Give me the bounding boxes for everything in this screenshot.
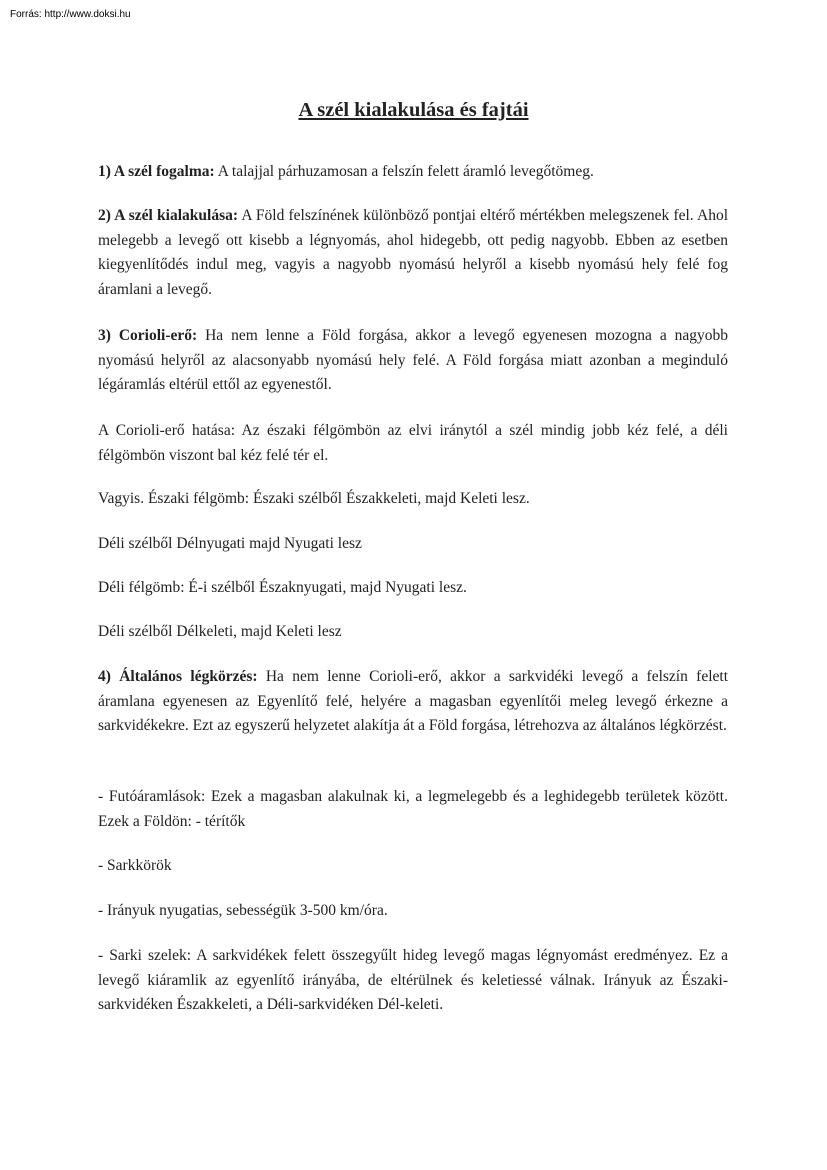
section-heading: 2) A szél kialakulása: bbox=[98, 207, 239, 224]
paragraph-northern-hemisphere: Vagyis. Északi félgömb: Északi szélből Északkeleti, majd Keleti lesz. bbox=[98, 490, 530, 507]
paragraph-wind-formation bbox=[98, 204, 728, 302]
paragraph-polar-circles: - Sarkkörök bbox=[98, 857, 172, 874]
page-title: A szél kialakulása és fajtái bbox=[298, 99, 529, 121]
section-text: Ha nem lenne a Föld forgása, akkor a levegő egyenesen mozogna a nagyobb nyomású helyről az alacsonyabb nyomású hely felé. A Föld forgása miatt azonban a meginduló légáramlás eltérül ettől az egyenestől. bbox=[98, 327, 728, 394]
source-label: Forrás: http://www.doksi.hu bbox=[10, 9, 131, 20]
paragraph-southern-wind-2: Déli szélből Délkeleti, majd Keleti lesz bbox=[98, 623, 342, 640]
section-text: Ha nem lenne Corioli-erő, akkor a sarkvidéki levegő a felszín felett áramlana egyenesen az Egyenlítő felé, helyére a magasban egyenlítői meleg levegő érkezne a sarkvidékekre. Ezt az egyszerű helyzetet alakítja át a Föld forgása, létrehozva az általános légkörzést. bbox=[98, 668, 729, 735]
paragraph-jet-streams: - Futóáramlások: Ezek a magasban alakulnak ki, a legmelegebb és a leghidegebb területek között. Ezek a Földön: - térítők bbox=[98, 788, 728, 830]
paragraph-southern-wind-1: Déli szélből Délnyugati majd Nyugati lesz bbox=[98, 535, 362, 552]
paragraph-polar-winds: - Sarki szelek: A sarkvidékek felett összegyűlt hideg levegő magas légnyomást eredményez. Ez a levegő kiáramlik az egyenlítő irányába, de eltérülnek és keletiessé válnak. Irányuk az Északi-sarkvidéken Északkeleti, a Déli-sarkvidéken Dél-keleti. bbox=[98, 947, 728, 1014]
paragraph-general-circulation bbox=[98, 665, 728, 739]
paragraph-coriolis-force bbox=[98, 324, 728, 398]
section-heading: 1) A szél fogalma: bbox=[98, 163, 215, 180]
section-heading: 3) Corioli-erő: bbox=[98, 327, 198, 344]
paragraph-southern-hemisphere: Déli félgömb: É-i szélből Északnyugati, majd Nyugati lesz. bbox=[98, 579, 467, 596]
paragraph-wind-definition bbox=[98, 160, 728, 185]
paragraph-direction-speed: - Irányuk nyugatias, sebességük 3-500 km/óra. bbox=[98, 902, 388, 919]
paragraph-coriolis-effect: A Corioli-erő hatása: Az északi félgömbön az elvi iránytól a szél mindig jobb kéz felé, a déli félgömbön viszont bal kéz felé tér el. bbox=[98, 422, 728, 464]
section-heading: 4) Általános légkörzés: bbox=[98, 668, 258, 685]
section-text: A Föld felszínének különböző pontjai eltérő mértékben melegszenek fel. Ahol melegebb a levegő ott kisebb a légnyomás, ahol hidegebb, ott pedig nagyobb. Ebben az esetben kiegyenlítődés indul meg, vagyis a nagyobb nyomású helyről a kisebb nyomású hely felé fog áramlani a levegő. bbox=[98, 207, 728, 298]
section-text: A talajjal párhuzamosan a felszín felett áramló levegőtömeg. bbox=[217, 163, 594, 180]
